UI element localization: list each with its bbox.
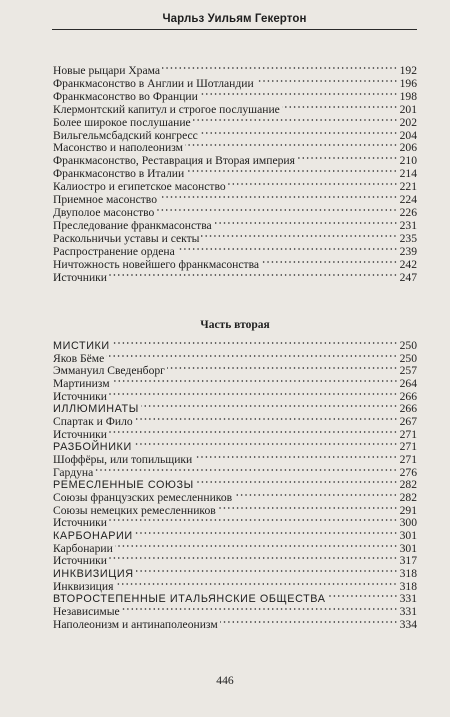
toc-entry-title: Источники [53,270,108,284]
toc-entry-title: Калиостро и египетское масонство [53,180,226,194]
toc-entry-page: 202 [399,115,417,129]
toc-entry-title: Яков Бёме [53,351,105,365]
dot-leader [328,592,398,600]
toc-entry-page: 334 [399,617,417,631]
toc-entry-title: ИЛЛЮМИНАТЫ [53,403,139,416]
toc-entry-page: 276 [399,465,417,479]
dot-leader [200,90,398,98]
toc-entry-title: Эммануил Сведенборг [53,364,165,378]
dot-leader [214,219,398,227]
toc-entry-page: 196 [399,76,417,90]
toc-entry-title: Распространение ордена [53,244,175,258]
dot-leader [112,339,398,347]
toc-entry-page: 267 [399,415,417,429]
toc-entry-title: Клермонтский капитул и строгое послушание [53,102,280,116]
dot-leader [156,206,397,214]
dot-leader [177,245,398,253]
toc-entry-title: Франкмасонство в Италии [53,167,185,181]
toc-entry-title: Наполеонизм и антинаполеонизм [53,617,218,631]
toc-entry-title: Ничтожность новейшего франкмасонства [53,257,260,271]
toc-entry-title: ВТОРОСТЕПЕННЫЕ ИТАЛЬЯНСКИЕ ОБЩЕСТВА [53,593,326,606]
toc-entry-title: Источники [53,389,108,403]
toc-entry-page: 282 [399,478,417,492]
dot-leader [135,529,398,537]
dot-leader [141,402,398,410]
toc-entry-page: 204 [399,128,417,142]
dot-leader [196,478,398,486]
toc-entry-page: 192 [399,64,417,77]
toc-entry-title: Гардуна [53,465,94,479]
toc-entry-page: 250 [399,339,417,352]
toc-entry-page: 301 [399,529,417,543]
page-number: 446 [216,674,234,687]
dot-leader [115,542,398,550]
dot-leader [109,554,398,562]
dot-leader [256,77,398,85]
header-rule [52,29,417,30]
toc-entry-title: Карбонарии [53,541,113,555]
toc-entry-page: 266 [399,389,417,403]
toc-entry-page: 231 [399,218,417,232]
dot-leader [106,352,397,360]
toc-entry-title: РАЗБОЙНИКИ [53,441,132,454]
toc-entry-title: РЕМЕСЛЕННЫЕ СОЮЗЫ [53,479,194,492]
dot-leader [122,605,398,613]
dot-leader [112,377,398,385]
dot-leader [95,466,397,474]
dot-leader [185,141,398,149]
toc-entry-title: Масонство и наполеонизм [53,141,183,155]
toc-part-two [53,340,417,631]
dot-leader [167,364,398,372]
toc-entry-title: Союзы немецких ремесленников [53,503,216,517]
toc-entry-page: 247 [399,270,417,284]
toc-entry-title: Двуполое масонство [53,205,155,219]
dot-leader [162,64,398,72]
dot-leader [115,580,397,588]
dot-leader [220,618,398,626]
toc-entry-page: 291 [399,503,417,517]
toc-entry-page: 235 [399,231,417,245]
toc-entry-page: 301 [399,541,417,555]
toc-entry-title: Раскольничьи уставы и секты [53,231,200,245]
dot-leader [234,491,398,499]
toc-entry-title: Более широкое послушание [53,115,191,129]
toc-entry-page: 242 [399,257,417,271]
toc-entry-title: Инквизиция [53,579,114,593]
toc-entry-title: ИНКВИЗИЦИЯ [53,568,134,581]
toc-entry-title: Источники [53,427,108,441]
toc-entry-page: 317 [399,554,417,568]
toc-entry-page: 239 [399,244,417,258]
toc-entry-page: 226 [399,205,417,219]
dot-leader [135,415,398,423]
toc-entry-page: 271 [399,440,417,454]
toc-entry-title: Источники [53,516,108,530]
toc-entry-title: Франкмасонство, Реставрация и Вторая империя [53,154,295,168]
toc-entry [53,619,417,632]
toc-entry-page: 224 [399,193,417,207]
part-two-heading: Часть вторая [200,319,270,331]
toc-entry-page: 198 [399,89,417,103]
toc-entry-page: 331 [399,605,417,619]
dot-leader [218,504,398,512]
dot-leader [297,154,398,162]
dot-leader [109,428,398,436]
toc-entry-page: 266 [399,402,417,416]
dot-leader [109,516,398,524]
toc-section-one [53,65,417,284]
toc-entry-title: МИСТИКИ [53,340,110,352]
toc-entry-title: Франкмасонство в Англии и Шотландии [53,76,254,90]
toc-entry [53,272,417,285]
dot-leader [136,567,398,575]
running-head: Чарльз Уильям Гекертон [162,13,307,25]
dot-leader [228,180,398,188]
toc-entry-page: 271 [399,453,417,467]
toc-entry-page: 250 [399,351,417,365]
toc-entry-title: Новые рыцари Храма [53,64,161,77]
toc-entry-title: Шоффёры, или топильщики [53,453,193,467]
dot-leader [159,193,398,201]
dot-leader [194,453,397,461]
toc-entry-title: Мартинизм [53,377,110,391]
toc-entry-page: 271 [399,427,417,441]
toc-entry-title: Приемное масонство [53,193,157,207]
toc-entry-page: 221 [399,180,417,194]
dot-leader [201,232,397,240]
toc-entry-page: 331 [399,592,417,606]
dot-leader [186,167,397,175]
toc-entry-title: Преследование франкмасонства [53,218,212,232]
toc-entry-page: 318 [399,567,417,581]
dot-leader [193,116,398,124]
dot-leader [109,390,398,398]
dot-leader [200,129,398,137]
dot-leader [134,440,398,448]
toc-entry-page: 300 [399,516,417,530]
toc-entry-title: КАРБОНАРИИ [53,530,133,543]
toc-entry-page: 264 [399,377,417,391]
dot-leader [282,103,398,111]
toc-entry-title: Франкмасонство во Франции [53,89,198,103]
toc-entry-title: Вильгельмсбадский конгресс [53,128,198,142]
toc-entry-page: 282 [399,491,417,505]
toc-entry-page: 318 [399,579,417,593]
dot-leader [261,258,398,266]
toc-entry-title: Независимые [53,605,120,619]
toc-entry-page: 201 [399,102,417,116]
toc-entry-title: Спартак и Фило [53,415,133,429]
dot-leader [109,271,398,279]
toc-entry-title: Союзы французских ремесленников [53,491,233,505]
toc-entry-page: 257 [399,364,417,378]
toc-entry-page: 214 [399,167,417,181]
toc-entry-page: 206 [399,141,417,155]
toc-entry-title: Источники [53,554,108,568]
toc-entry-page: 210 [399,154,417,168]
